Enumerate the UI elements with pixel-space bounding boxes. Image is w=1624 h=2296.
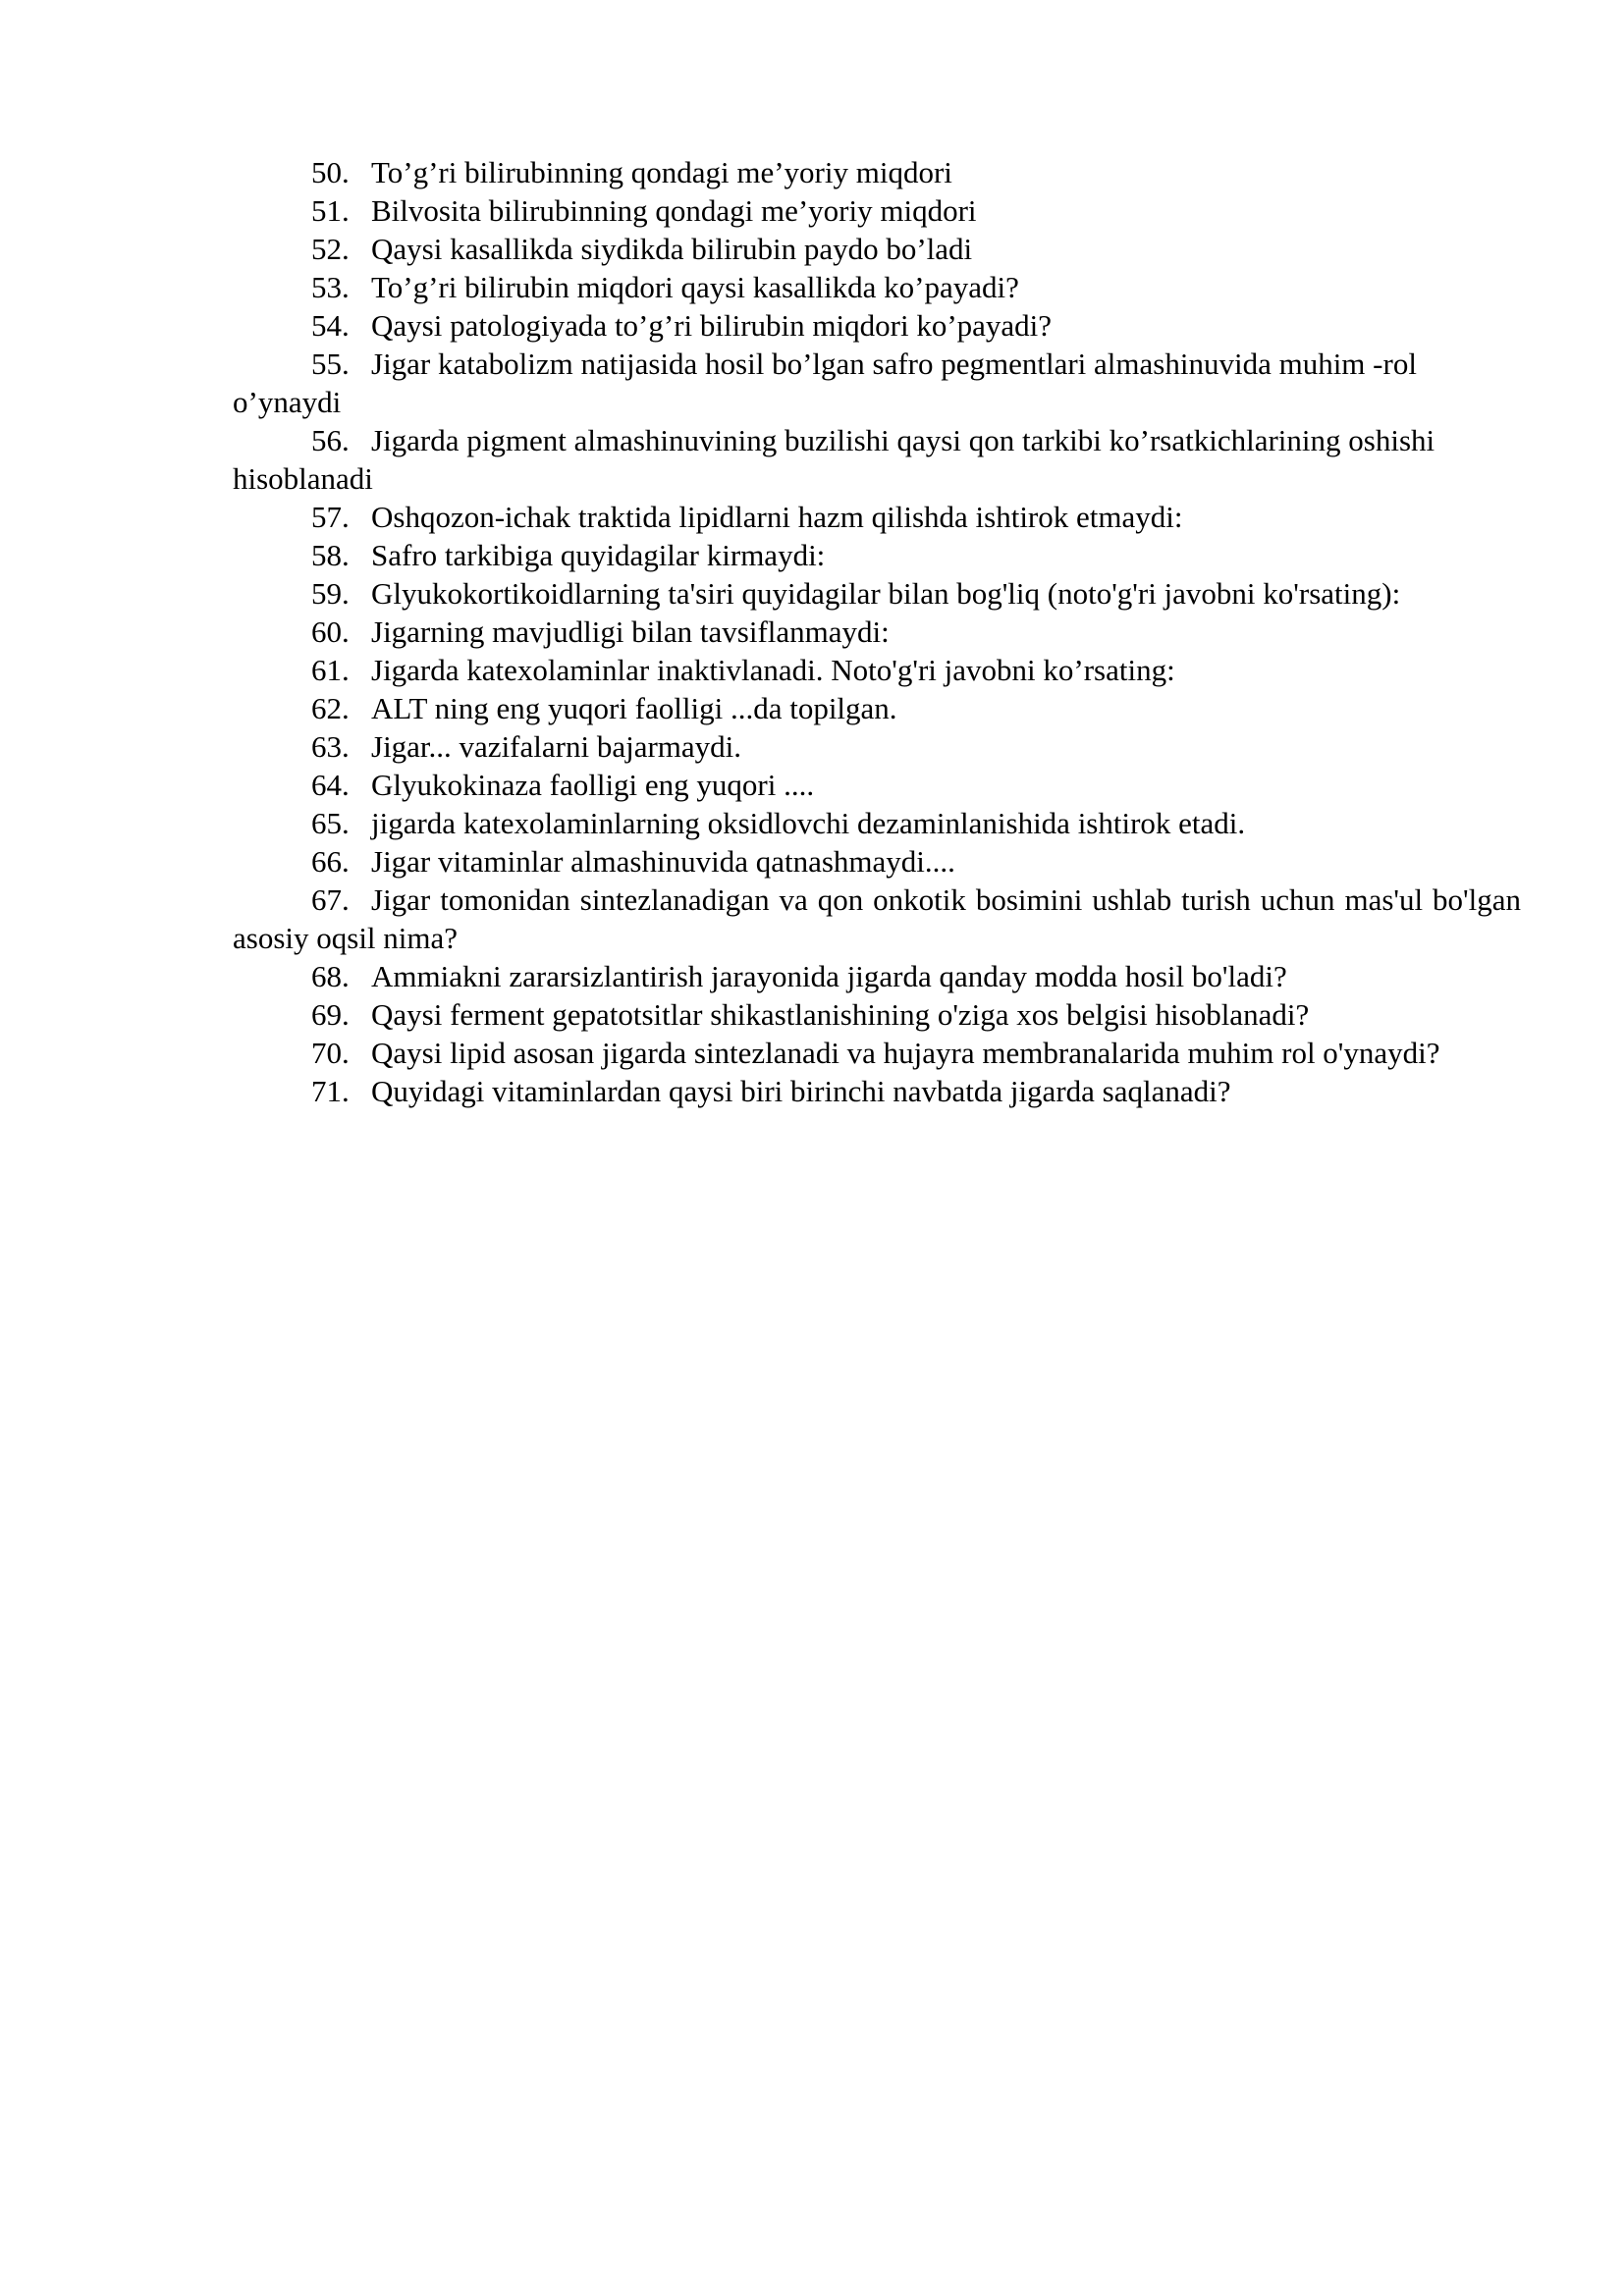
list-item xyxy=(233,1072,1521,1110)
list-item xyxy=(233,345,1521,421)
list-item xyxy=(233,421,1521,498)
item-text: To’g’ri bilirubinning qondagi me’yoriy miqdori xyxy=(371,155,952,189)
item-number: 56. xyxy=(311,423,350,457)
list-item xyxy=(233,268,1521,306)
list-item xyxy=(233,574,1521,613)
list-item xyxy=(233,766,1521,804)
item-number: 65. xyxy=(311,806,350,840)
item-number: 54. xyxy=(311,308,350,343)
item-text: Quyidagi vitaminlardan qaysi biri birinchi navbatda jigarda saqlanadi? xyxy=(371,1074,1231,1108)
item-number: 60. xyxy=(311,614,350,649)
item-number: 67. xyxy=(311,882,350,917)
list-item xyxy=(233,842,1521,881)
item-number: 57. xyxy=(311,500,350,534)
item-text: Qaysi patologiyada to’g’ri bilirubin miqdori ko’payadi? xyxy=(371,308,1053,343)
document-page xyxy=(233,153,1521,1110)
item-number: 58. xyxy=(311,538,350,572)
list-item xyxy=(233,536,1521,574)
item-text: To’g’ri bilirubin miqdori qaysi kasallikda ko’payadi? xyxy=(371,270,1019,304)
item-number: 53. xyxy=(311,270,350,304)
item-text: Qaysi kasallikda siydikda bilirubin paydo bo’ladi xyxy=(371,232,973,266)
item-number: 69. xyxy=(311,997,350,1032)
item-text: Qaysi ferment gepatotsitlar shikastlanishining o'ziga xos belgisi hisoblanadi? xyxy=(371,997,1310,1032)
item-text: Qaysi lipid asosan jigarda sintezlanadi va hujayra membranalarida muhim rol o'ynaydi? xyxy=(371,1036,1440,1070)
item-text: Glyukokortikoidlarning ta'siri quyidagilar bilan bog'liq (noto'g'ri javobni ko'rsating): xyxy=(371,576,1401,611)
item-number: 66. xyxy=(311,844,350,879)
item-text: Ammiakni zararsizlantirish jarayonida jigarda qanday modda hosil bo'ladi? xyxy=(371,959,1287,993)
item-number: 51. xyxy=(311,193,350,228)
item-number: 63. xyxy=(311,729,350,764)
list-item xyxy=(233,498,1521,536)
item-number: 61. xyxy=(311,653,350,687)
list-item xyxy=(233,306,1521,345)
item-text: Oshqozon-ichak traktida lipidlarni hazm qilishda ishtirok etmaydi: xyxy=(371,500,1183,534)
item-text: ALT ning eng yuqori faolligi ...da topilgan. xyxy=(371,691,897,725)
item-number: 59. xyxy=(311,576,350,611)
list-item xyxy=(233,689,1521,727)
list-item xyxy=(233,613,1521,651)
item-text: Jigar vitaminlar almashinuvida qatnashmaydi.... xyxy=(371,844,955,879)
item-text: Safro tarkibiga quyidagilar kirmaydi: xyxy=(371,538,826,572)
list-item xyxy=(233,995,1521,1034)
list-item xyxy=(233,957,1521,995)
list-item xyxy=(233,804,1521,842)
list-item xyxy=(233,881,1521,957)
item-text: Jigarning mavjudligi bilan tavsiflanmaydi: xyxy=(371,614,890,649)
item-text: Jigarda pigment almashinuvining buzilishi qaysi qon tarkibi ko’rsatkichlarining oshishi hisoblanadi xyxy=(233,423,1435,496)
list-item xyxy=(233,191,1521,230)
item-text: Jigarda katexolaminlar inaktivlanadi. Noto'g'ri javobni ko’rsating: xyxy=(371,653,1175,687)
item-text: Glyukokinaza faolligi eng yuqori .... xyxy=(371,768,815,802)
list-item xyxy=(233,1034,1521,1072)
item-text: jigarda katexolaminlarning oksidlovchi dezaminlanishida ishtirok etadi. xyxy=(371,806,1246,840)
item-text: Jigar katabolizm natijasida hosil bo’lgan safro pegmentlari almashinuvida muhim -rol o’ynaydi xyxy=(233,347,1417,419)
item-number: 52. xyxy=(311,232,350,266)
item-number: 70. xyxy=(311,1036,350,1070)
item-number: 55. xyxy=(311,347,350,381)
item-number: 64. xyxy=(311,768,350,802)
list-item xyxy=(233,651,1521,689)
list-item xyxy=(233,230,1521,268)
item-number: 68. xyxy=(311,959,350,993)
list-item xyxy=(233,727,1521,766)
item-number: 62. xyxy=(311,691,350,725)
list-item xyxy=(233,153,1521,191)
item-text: Jigar tomonidan sintezlanadigan va qon onkotik bosimini ushlab turish uchun mas'ul bo'lgan asosiy oqsil nima? xyxy=(233,882,1521,955)
item-number: 50. xyxy=(311,155,350,189)
item-number: 71. xyxy=(311,1074,350,1108)
item-text: Bilvosita bilirubinning qondagi me’yoriy miqdori xyxy=(371,193,977,228)
item-text: Jigar... vazifalarni bajarmaydi. xyxy=(371,729,742,764)
